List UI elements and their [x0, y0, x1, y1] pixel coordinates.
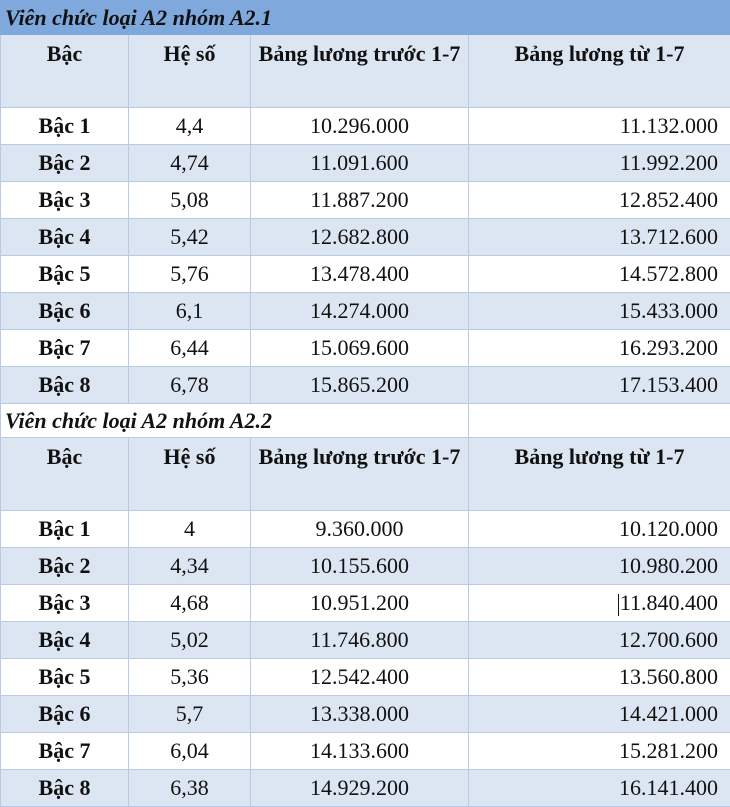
cell-value: 11.746.800 [310, 627, 408, 652]
cell-value: 10.951.200 [310, 590, 409, 615]
cell-coefficient [129, 219, 251, 256]
cell-salary-before [251, 330, 469, 367]
cell-level [1, 659, 129, 696]
cell-level [1, 219, 129, 256]
cell-salary-from [469, 548, 730, 585]
cell-coefficient [129, 585, 251, 622]
cell-salary-before [251, 511, 469, 548]
cell-salary-from [469, 182, 730, 219]
empty-cell [469, 404, 730, 438]
cell-coefficient [129, 696, 251, 733]
table-row [1, 108, 730, 145]
cell-salary-before [251, 219, 469, 256]
cell-coefficient [129, 511, 251, 548]
cell-coefficient [129, 108, 251, 145]
cell-level [1, 622, 129, 659]
table-row [1, 659, 730, 696]
cell-value: Bậc 8 [39, 775, 91, 800]
cell-coefficient [129, 182, 251, 219]
cell-value: 15.433.000 [619, 298, 718, 323]
cell-salary-from [469, 733, 730, 770]
table-row [1, 733, 730, 770]
cell-value: 10.155.600 [310, 553, 409, 578]
cell-value: 16.293.200 [619, 335, 718, 360]
cell-value: 14.929.200 [310, 775, 409, 800]
cell-level [1, 108, 129, 145]
cell-salary-from [469, 293, 730, 330]
cell-salary-from [469, 108, 730, 145]
cell-level [1, 511, 129, 548]
cell-salary-before [251, 108, 469, 145]
cell-value: Bậc 4 [39, 224, 91, 249]
cell-value: 4,4 [176, 113, 204, 138]
cell-salary-from [469, 622, 730, 659]
cell-value: 12.700.600 [619, 627, 718, 652]
cell-salary-before [251, 256, 469, 293]
cell-value: 11.091.600 [310, 150, 408, 175]
cell-value: Bậc 6 [39, 298, 91, 323]
cell-value: 13.338.000 [310, 701, 409, 726]
cell-value: 11.992.200 [620, 150, 718, 175]
cell-value: Bậc 1 [39, 516, 91, 541]
cell-value: 12.542.400 [310, 664, 409, 689]
header-level: Bậc [1, 438, 129, 511]
cell-value: 14.572.800 [619, 261, 718, 286]
cell-coefficient [129, 330, 251, 367]
cell-salary-from [469, 256, 730, 293]
cell-coefficient [129, 293, 251, 330]
cell-value: Bậc 1 [39, 113, 91, 138]
cell-value: 5,08 [170, 187, 209, 212]
cell-coefficient [129, 367, 251, 404]
cell-coefficient [129, 145, 251, 182]
cell-salary-from [469, 585, 730, 622]
cell-value: 17.153.400 [619, 372, 718, 397]
cell-value: Bậc 3 [39, 187, 91, 212]
header-salary-before: Bảng lương trước 1-7 [251, 35, 469, 108]
cell-value: 4,68 [170, 590, 209, 615]
cell-value: 14.133.600 [310, 738, 409, 763]
table-row [1, 293, 730, 330]
cell-value: Bậc 7 [39, 335, 91, 360]
cell-value: 5,76 [170, 261, 209, 286]
cell-value: 10.296.000 [310, 113, 409, 138]
cell-salary-from [469, 770, 730, 807]
cell-salary-from [469, 659, 730, 696]
cell-salary-before [251, 182, 469, 219]
header-row [1, 35, 730, 108]
cell-value: Bậc 4 [39, 627, 91, 652]
cell-level [1, 770, 129, 807]
cell-value: 6,04 [170, 738, 209, 763]
cell-value: 6,1 [176, 298, 204, 323]
cell-value: 4,74 [170, 150, 209, 175]
cell-value: 6,44 [170, 335, 209, 360]
salary-table-body [1, 1, 730, 807]
table-row [1, 770, 730, 807]
text-cursor [618, 594, 619, 616]
cell-value: Bậc 3 [39, 590, 91, 615]
cell-salary-from [469, 367, 730, 404]
cell-value: 5,42 [170, 224, 209, 249]
cell-salary-before [251, 585, 469, 622]
cell-level [1, 548, 129, 585]
cell-value: 4,34 [170, 553, 209, 578]
cell-value: 16.141.400 [619, 775, 718, 800]
cell-value: 13.478.400 [310, 261, 409, 286]
cell-salary-from [469, 330, 730, 367]
table-row [1, 622, 730, 659]
cell-salary-before [251, 293, 469, 330]
cell-salary-from [469, 145, 730, 182]
cell-level [1, 367, 129, 404]
table-row [1, 256, 730, 293]
cell-value: Bậc 8 [39, 372, 91, 397]
cell-value: 11.840.400 [620, 590, 718, 615]
cell-value: 11.887.200 [310, 187, 408, 212]
cell-salary-from [469, 696, 730, 733]
table-row [1, 182, 730, 219]
cell-level [1, 733, 129, 770]
cell-value: 15.069.600 [310, 335, 409, 360]
section-title: Viên chức loại A2 nhóm A2.1 [1, 1, 730, 35]
cell-salary-before [251, 659, 469, 696]
table-row [1, 548, 730, 585]
cell-value: 9.360.000 [316, 516, 404, 541]
cell-value: Bậc 6 [39, 701, 91, 726]
header-coefficient: Hệ số [129, 438, 251, 511]
header-salary-from: Bảng lương từ 1-7 [469, 35, 730, 108]
section-title-row [1, 1, 730, 35]
cell-coefficient [129, 548, 251, 585]
cell-value: 15.281.200 [619, 738, 718, 763]
cell-level [1, 182, 129, 219]
cell-value: 13.712.600 [619, 224, 718, 249]
cell-value: Bậc 2 [39, 150, 91, 175]
cell-level [1, 256, 129, 293]
cell-value: Bậc 2 [39, 553, 91, 578]
cell-value: 5,36 [170, 664, 209, 689]
cell-value: 14.421.000 [619, 701, 718, 726]
cell-value: Bậc 5 [39, 261, 91, 286]
table-row [1, 511, 730, 548]
cell-level [1, 696, 129, 733]
cell-salary-from [469, 219, 730, 256]
table-row [1, 696, 730, 733]
cell-salary-before [251, 770, 469, 807]
cell-coefficient [129, 733, 251, 770]
table-row [1, 330, 730, 367]
cell-salary-before [251, 367, 469, 404]
cell-salary-from [469, 511, 730, 548]
cell-salary-before [251, 548, 469, 585]
cell-value: Bậc 7 [39, 738, 91, 763]
cell-coefficient [129, 659, 251, 696]
cell-value: 12.682.800 [310, 224, 409, 249]
cell-value: 6,78 [170, 372, 209, 397]
cell-value: 14.274.000 [310, 298, 409, 323]
section-title: Viên chức loại A2 nhóm A2.2 [1, 404, 469, 438]
section-title-row [1, 404, 730, 438]
cell-salary-before [251, 733, 469, 770]
table-row [1, 219, 730, 256]
cell-level [1, 145, 129, 182]
cell-value: 5,02 [170, 627, 209, 652]
cell-value: 10.980.200 [619, 553, 718, 578]
cell-value: 4 [184, 516, 195, 541]
table-row [1, 585, 730, 622]
header-level: Bậc [1, 35, 129, 108]
cell-coefficient [129, 622, 251, 659]
table-row [1, 145, 730, 182]
cell-value: 11.132.000 [620, 113, 718, 138]
cell-level [1, 330, 129, 367]
cell-coefficient [129, 256, 251, 293]
cell-salary-before [251, 696, 469, 733]
cell-value: Bậc 5 [39, 664, 91, 689]
header-salary-from: Bảng lương từ 1-7 [469, 438, 730, 511]
cell-salary-before [251, 622, 469, 659]
cell-value: 13.560.800 [619, 664, 718, 689]
header-coefficient: Hệ số [129, 35, 251, 108]
header-salary-before: Bảng lương trước 1-7 [251, 438, 469, 511]
cell-level [1, 293, 129, 330]
table-row [1, 367, 730, 404]
cell-level [1, 585, 129, 622]
cell-value: 15.865.200 [310, 372, 409, 397]
cell-value: 6,38 [170, 775, 209, 800]
cell-value: 5,7 [176, 701, 204, 726]
cell-value: 12.852.400 [619, 187, 718, 212]
cell-coefficient [129, 770, 251, 807]
cell-value: 10.120.000 [619, 516, 718, 541]
cell-salary-before [251, 145, 469, 182]
header-row [1, 438, 730, 511]
